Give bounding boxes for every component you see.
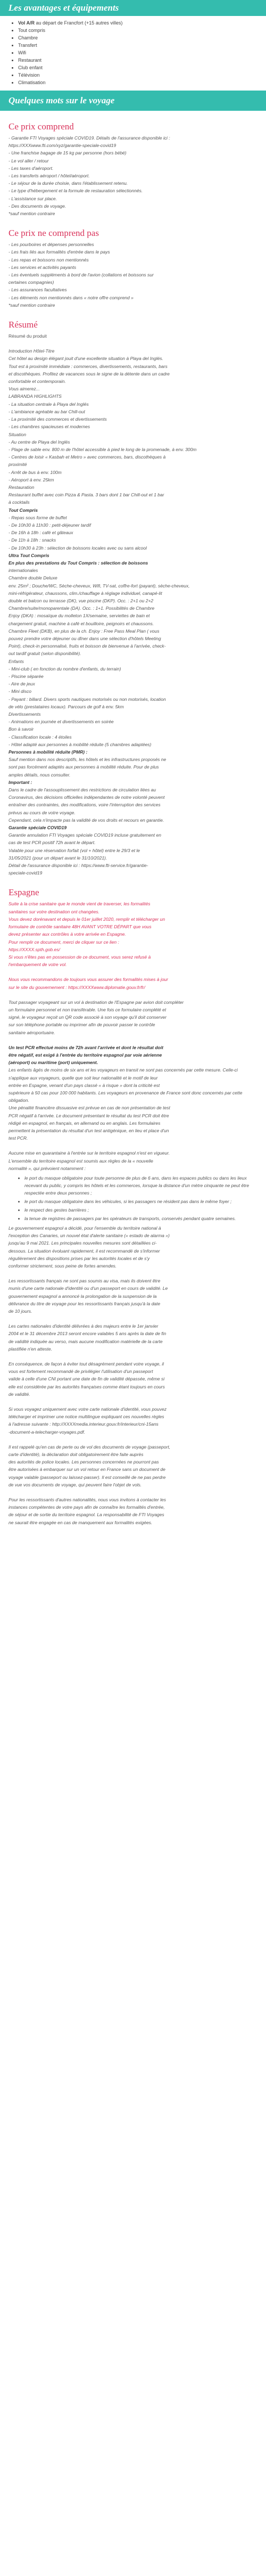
banner-equipements: Les avantages et équipements [0, 0, 266, 16]
spacer [9, 991, 257, 999]
text-line: - Garantie FTI Voyages spéciale COVID19. Détails de l'assurance disponible ici : [9, 135, 170, 141]
text-line: - Les transferts aéroport / hôtel/aéroport. [9, 173, 90, 179]
text-line: être négatif, est exigé à l'entrée du territoire espagnol par voie aérienne [9, 1052, 162, 1058]
text-line: Introduction Hôtel-Titre [9, 348, 55, 354]
text-line: Bon à savoir [9, 726, 34, 732]
text-line: - Mini disco [9, 689, 31, 694]
resume-title: Résumé [9, 320, 38, 330]
text-line: l'exception des Canaries, un nouvel état d'alerte sanitaire (« estado de alarma ») [9, 1233, 170, 1239]
text-line: - La proximité des commerces et divertissements [9, 416, 107, 422]
list-item: • Tout compris [18, 27, 266, 34]
text-line: Vous aimerez... [9, 386, 40, 392]
text-line: - De 16h à 18h : café et gâteaux [9, 530, 73, 536]
text-line: confortable et contemporain. [9, 379, 66, 385]
text-line: - Aire de jeux [9, 681, 35, 687]
text-line: instances compétentes de votre pays afin de connaître les formalités d'entrée, [9, 1504, 165, 1510]
text-line: entraîner des contraintes, des modifications, voire l'interruption des services [9, 802, 161, 808]
text-line: Détail de l'assurance disponible ici : https://www.fti-service.fr/garantie- [9, 863, 148, 869]
text-line: valide à celle d'une CNI portant une date de fin de validité dépassée, même si [9, 1376, 165, 1382]
text-line: - Les chambres spacieuses et modernes [9, 424, 90, 430]
text-line: Restauration [9, 484, 35, 490]
text-line: En conséquence, de façon à éviter tout désagrément pendant votre voyage, il [9, 1361, 164, 1367]
text-line: Suite à la crise sanitaire que le monde vient de traverser, les formalités [9, 901, 151, 907]
text-line: - Hôtel adapté aux personnes à mobilité réduite (5 chambres adaptées) [9, 741, 152, 747]
text-line: (aéroport) ou maritime (port) uniquement. [9, 1060, 98, 1066]
text-line: entrée en Espagne, venant d'un pays classé « à risque » dont la criticité est [9, 1082, 160, 1088]
text-line: Le gouvernement espagnol a décidé, pour l'ensemble du territoire national à [9, 1225, 161, 1231]
text-line: Cet hôtel au design élégant jouit d'une excellente situation à Playa del Inglés. [9, 356, 163, 362]
text-line: https://XXXX.spth.gob.es/ [9, 946, 60, 952]
text-line: de vue vos documents de voyage, qui peuvent faire l'objet de vols. [9, 1482, 142, 1487]
text-line: - Arrêt de bus à env. 100m [9, 469, 62, 475]
prix-non-compris-title: Ce prix ne comprend pas [9, 228, 99, 239]
text-line: PCR négatif à l'arrivée. Le document présentant le résultat du test PCR doit être [9, 1113, 169, 1118]
text-line: mini-réfrigérateur, chaussons, clim./chauffage à réglage individuel, canapé-lit [9, 590, 162, 596]
text-line: Situation [9, 431, 27, 437]
text-line: Il est rappelé qu'en cas de perte ou de vol des documents de voyage (passeport, [9, 1444, 171, 1450]
text-line: jusqu'au 9 mai 2021. Les principales nouvelles mesures sont détaillées ci- [9, 1240, 157, 1246]
text-line: Divertissements [9, 712, 41, 717]
spacer [9, 340, 257, 347]
text-line: - Le vol aller / retour [9, 158, 49, 163]
text-line: proximité [9, 462, 27, 468]
text-line: cas de test PCR positif 72h avant le départ. [9, 840, 96, 846]
text-line: Aucune mise en quarantaine à l'entrée sur le territoire espagnol n'est en vigueur. [9, 1150, 170, 1156]
spacer [9, 1142, 257, 1149]
text-line: - Classification locale : 4 étoiles [9, 734, 72, 740]
text-line: Nous vous recommandons de toujours vous assurer des formalités mises à jour [9, 977, 168, 983]
text-line: - Repas sous forme de buffet [9, 514, 67, 520]
text-line: Si vous n'êtes pas en possession de ce document, vous serez refusé à [9, 954, 151, 960]
list-item: • Climatisation [18, 79, 266, 86]
list-item: • le port du masque obligatoire dans les véhicules, si les passagers ne résident pas dans le même foyer ; [24, 1198, 257, 1205]
banner-savoir: Quelques mots sur le voyage [0, 91, 266, 111]
text-line: de séjour et de sortie du territoire espagnol. La responsabilité de FTI Voyages [9, 1512, 164, 1518]
text-line: - Une franchise bagage de 15 kg par personne (hors bébé) [9, 150, 127, 156]
list-item [18, 19, 266, 27]
text-line: télécharger et imprimer une notice multilingue expliquant ces nouvelles règles [9, 1414, 164, 1420]
text-line: - Les frais liés aux formalités d'entrée dans le pays [9, 249, 110, 255]
text-line: LABRANDA HIGHLIGHTS [9, 394, 62, 399]
text-line: Garantie spéciale COVID19 [9, 825, 67, 831]
text-line: conformer strictement, sous peine de fortes amendes. [9, 1263, 117, 1269]
text-line: - De 10h30 à 23h : sélection de boissons locales avec ou sans alcool [9, 545, 147, 551]
text-line: - Les éventuels suppléments à bord de l'avion (collations et boissons sur [9, 272, 154, 278]
text-line: devez présenter aux contrôles à votre arrivée en Espagne. [9, 931, 126, 937]
text-line: pouvez prendre votre déjeuner ou dîner dans une sélection d'hôtels Meeting [9, 635, 161, 641]
espagne-red-notice [9, 900, 257, 991]
text-line: Vous devez dorénavant et depuis le 01er juillet 2020, remplir et télécharger un [9, 916, 165, 922]
text-line: ne saurait être engagée en cas de manquement aux formalités exigées. [9, 1519, 153, 1525]
text-line: Les ressortissants français ne sont pas soumis au visa, mais ils doivent être [9, 1278, 161, 1284]
text-line: Tout est à proximité immédiate : commerces, divertissements, restaurants, bars [9, 363, 168, 369]
text-line: Chambre Fleet (DKB), en plus de la ch. Enjoy : Free Pass Meal Plan ( vous [9, 628, 160, 634]
text-line: chargement gratuit, machine à café et bouilloire, peignoirs et chaussons. [9, 620, 154, 626]
text-line: voyage valable (passeport ou laissez-passer). Il est conseillé de ne pas perdre [9, 1474, 166, 1480]
text-line: Pour les ressortissants d'autres nationalités, nous vous invitons à contacter les [9, 1497, 166, 1503]
text-line: Une pénalité financière dissuasive est prévue en cas de non présentation de test [9, 1105, 170, 1111]
text-line: - L'ambiance agréable au bar Chill-out [9, 408, 85, 414]
text-line: Point), check-in personnalisé, fruits et boisson de bienvenue à l'arrivée, check- [9, 643, 166, 649]
text-line: - Des documents de voyage. [9, 203, 66, 209]
text-line: - Payant : billard. Divers sports nautiques motorisés ou non motorisés, location [9, 696, 166, 702]
text-line: de 10 jours. [9, 1309, 32, 1314]
text-line: sanitaire aéroportuaire. [9, 1029, 55, 1035]
prix-non-compris-lines [9, 241, 257, 309]
list-item: • Télévision [18, 71, 266, 79]
text-line: Les enfants âgés de moins de six ans et les voyageurs en transit ne sont pas concernés par cette mesure. Celle-ci [9, 1067, 238, 1073]
text-line: Cependant, cela n'impacte pas la validité de vos droits et recours en garantie. [9, 817, 164, 823]
resume-subtitle: Résumé du produit [9, 333, 47, 339]
text-line: certaines compagnies) [9, 280, 54, 285]
text-line: sur le site du gouvernement : https://XXXXwww.diplomatie.gouv.fr/fr/ [9, 984, 145, 990]
text-line: Chambre double Deluxe [9, 575, 57, 581]
text-line: permettent la présentation du résultat d'un test antigénique, en lieu et place d'un [9, 1127, 169, 1133]
text-line: Pour remplir ce document, merci de cliquer sur ce lien : [9, 939, 119, 945]
text-line: Un test PCR effectué moins de 72h avant l'arrivée et dont le résultat doit [9, 1044, 163, 1050]
text-line: - Le séjour de la durée choisie, dans l'établissement retenu. [9, 181, 128, 186]
text-line: - Plage de sable env. 800 m de l'hôtel accessible à pied le long de la promenade, à env. 300m [9, 446, 197, 452]
vol-detail: au départ de Francfort (+15 autres villes) [35, 20, 123, 26]
list-item: • Chambre [18, 34, 266, 42]
text-line: - Aéroport à env. 25km [9, 477, 54, 483]
text-line: - Les repas et boissons non mentionnés [9, 257, 89, 263]
text-line: - Les taxes d'aéroport. [9, 165, 54, 171]
text-line: plastifiée n'en atteste. [9, 1346, 52, 1352]
text-line: à l'adresse suivante : http://XXXXmedia.interieur.gouv.fr/interieur/cni-15ans [9, 1421, 159, 1427]
text-line: amples détails, nous consulter. [9, 772, 71, 778]
espagne-paragraph-c [9, 1149, 257, 1172]
text-line: formulaire de contrôle sanitaire 48H AVANT VOTRE DÉPART que vous [9, 924, 152, 930]
text-line: - La situation centrale à Playa del Inglés [9, 401, 89, 407]
text-line: internationales [9, 568, 38, 574]
text-line: test PCR. [9, 1135, 28, 1141]
text-line: Important : [9, 779, 32, 785]
text-line: *sauf mention contraire [9, 211, 55, 217]
text-line: - Les assurances facultatives [9, 287, 67, 293]
espagne-title: Espagne [9, 887, 39, 898]
list-item: • Restaurant [18, 56, 266, 64]
text-line: Coronavirus, des décisions officielles indépendantes de notre volonté peuvent [9, 795, 165, 800]
prix-compris-title: Ce prix comprend [9, 121, 74, 132]
text-line: - Animations en journée et divertissements en soirée [9, 719, 114, 725]
text-line: dessous. La situation évoluant rapidement, il est recommandé de s'informer [9, 1248, 160, 1254]
spacer [9, 1353, 257, 1360]
text-line: Enfants [9, 658, 24, 664]
list-item: • Wifi [18, 49, 266, 56]
text-line: double et balcon ou terrasse (DK), vue piscine (DKP). Occ. : 2+1 ou 2+2 [9, 598, 154, 603]
text-line: - Les éléments non mentionnés dans « notre offre comprend » [9, 295, 134, 300]
espagne-pcr-notice [9, 1044, 257, 1067]
text-line: supérieure à 50 cas pour 100 000 habitants. Les voyageurs en provenance de France sont donc concernés par cette obligation. [9, 1090, 243, 1103]
espagne-paragraph-a [9, 999, 257, 1036]
text-line: Restaurant buffet avec coin Pizza & Pasta. 3 bars dont 1 bar Chill-out et 1 bar [9, 492, 164, 498]
list-item: • Transfert [18, 42, 266, 49]
text-line: Enjoy (DKA) : mosaïque du molleton 1X/semaine, serviettes de bain et [9, 613, 150, 619]
text-line: être autorisées à embarquer sur un vol retour en France sans un document de [9, 1467, 165, 1473]
text-line: normalité », qui prévoient notamment : [9, 1165, 86, 1171]
text-line: 31/05/2021 (pour un départ avant le 31/10/2021). [9, 855, 107, 861]
text-line: prévus au cours de votre voyage. [9, 809, 76, 815]
text-line: Les cartes nationales d'identité délivrées à des majeurs entre le 1er janvier [9, 1323, 159, 1329]
text-line: out tardif gratuit (selon disponibilité). [9, 651, 81, 657]
text-line: gouvernement espagnol a annoncé la prolongation de la suspension de la [9, 1293, 157, 1299]
text-line: des autorités de police locales. Les personnes concernées ne pourront pas [9, 1459, 159, 1465]
text-line: signé, le voyageur reçoit un QR code associé à son voyage qu'il doit conserver [9, 1015, 167, 1020]
text-line: Garantie annulation FTI Voyages spéciale COVID19 incluse gratuitement en [9, 832, 161, 838]
text-line: et discothèques. Profitez de vacances sous le signe de la détente dans un cadre [9, 371, 170, 377]
text-line: elle est considérée par les autorités françaises comme étant toujours en cours [9, 1384, 165, 1389]
text-line: délivrance du titre de voyage pour les ressortissants français jusqu'à la date [9, 1301, 161, 1306]
spacer [9, 1315, 257, 1322]
text-line: vous est fortement recommandé de privilégier l'utilisation d'un passeport [9, 1369, 153, 1375]
text-line: sont pas forcément adaptés aux personnes à mobilité réduite. Pour de plus [9, 764, 159, 770]
text-line: Sauf mention dans nos descriptifs, les hôtels et les infrastructures proposés ne [9, 757, 167, 763]
espagne-bullets [9, 1174, 257, 1222]
text-line: s'applique aux voyageurs, quelle que soit leur nationalité et le motif de leur [9, 1075, 158, 1081]
text-line: - Au centre de Playa del Inglés [9, 439, 70, 445]
text-line: - Les pourboires et dépenses personnelles [9, 242, 94, 248]
equipements-list [0, 19, 266, 86]
text-line: https://XXXwww.fti.com/xyz/garantie-speciale-covid19 [9, 143, 117, 149]
spacer [9, 1270, 257, 1277]
text-line: de vélo (prestataires locaux). Parcours de golf à env. 5km [9, 704, 124, 709]
list-item: • le respect des gestes barrières ; [24, 1206, 257, 1214]
text-line: env. 25m² ; Douche/WC, Sèche-cheveux, Wifi, TV-sat, coffre-fort (payant), sèche-cheveux, [9, 583, 190, 588]
text-line: - Piscine séparée [9, 674, 44, 679]
list-item: • la tenue de registres de passagers par les opérateurs de transports, conservés pendant quatre semaines. [24, 1215, 257, 1222]
spacer [9, 968, 257, 976]
spacer [9, 1436, 257, 1443]
text-line: l'embarquement de votre vol. [9, 962, 67, 968]
text-line: - De 11h à 18h : snacks [9, 537, 56, 543]
espagne-paragraph-d [9, 1224, 257, 1526]
text-line: *sauf mention contraire [9, 302, 55, 308]
text-line: L'ensemble du territoire espagnol est soumis aux règles de la « nouvelle [9, 1158, 153, 1164]
text-line: speciale-covid19 [9, 870, 43, 876]
text-line: Dans le cadre de l'assouplissement des restrictions de circulation liées au [9, 787, 156, 793]
resume-lines [9, 347, 257, 877]
text-line: régulièrement des dispositions prises par les autorités locales et de s'y [9, 1255, 150, 1261]
text-line: munis d'une carte nationale d'identité ou d'un passeport en cours de validité. Le [9, 1286, 168, 1291]
spacer [9, 1036, 257, 1044]
list-item: • le port du masque obligatoire pour toute personne de plus de 6 ans, dans les espaces publics ou dans les lieux recevant du public, y compris les hôtels et les commerces, lorsque la distance d'un mètre cinquante ne peut être respectée entre deux personnes ; [24, 1174, 257, 1197]
text-line: de validité indiquée au verso, mais aucune modification matérielle de la carte [9, 1338, 163, 1344]
text-line: Chambre/suite/monoparentale (DA). Occ. : 1+1. Possibilités de Chambre [9, 606, 155, 611]
text-line: Valable pour une réservation forfait (vol + hôtel) entre le 29/3 et le [9, 847, 140, 853]
text-line: - L'assistance sur place. [9, 195, 57, 201]
text-line: En plus des prestations du Tout Compris : sélection de boissons [9, 560, 148, 566]
text-line: -document-a-telecharger-voyages.pdf. [9, 1429, 85, 1435]
text-line: - Le type d'hébergement et la formule de restauration sélectionnés. [9, 188, 143, 194]
text-line: Ultra Tout Compris [9, 552, 49, 558]
espagne-paragraph-b [9, 1066, 257, 1142]
text-line: - Centres de loisir « Kasbah et Metro » avec commerces, bars, discothèques à [9, 454, 166, 460]
spacer [9, 1398, 257, 1405]
vol-label: Vol A/R [18, 20, 35, 26]
text-line: - Mini-club ( en fonction du nombre d'enfants, du terrain) [9, 666, 121, 672]
text-line: sur son téléphone portable ou imprimer afin de pouvoir passer le contrôle [9, 1022, 155, 1028]
text-line: carte d'identité), la déclaration doit obligatoirement être faite auprès [9, 1452, 144, 1458]
content-section [0, 121, 266, 1532]
text-line: Si vous voyagez uniquement avec votre carte nationale d'identité, vous pouvez [9, 1406, 167, 1412]
text-line: 2004 et le 31 décembre 2013 seront encore valables 5 ans après la date de fin [9, 1331, 167, 1337]
text-line: à cocktails [9, 500, 30, 505]
text-line: Personnes à mobilité réduite (PMR) : [9, 749, 88, 755]
text-line: - Les services et activités payants [9, 264, 77, 270]
text-line: sanitaires sur votre destination ont changées. [9, 909, 100, 914]
text-line: - De 10h30 à 11h30 : petit-déjeuner tardif [9, 522, 91, 528]
text-line: Tout Compris [9, 507, 38, 513]
text-line: de validité. [9, 1391, 30, 1397]
text-line: un formulaire personnel et non transférable. Une fois ce formulaire complété et [9, 1007, 167, 1012]
prix-compris-lines [9, 134, 257, 217]
text-line: rédigé en espagnol, en français, en allemand ou en anglais. Les formulaires [9, 1120, 161, 1126]
text-line: Tout passager voyageant sur un vol à destination de l'Espagne par avion doit compléter [9, 999, 184, 1005]
spacer [9, 1489, 257, 1496]
list-item: • Club enfant [18, 64, 266, 71]
